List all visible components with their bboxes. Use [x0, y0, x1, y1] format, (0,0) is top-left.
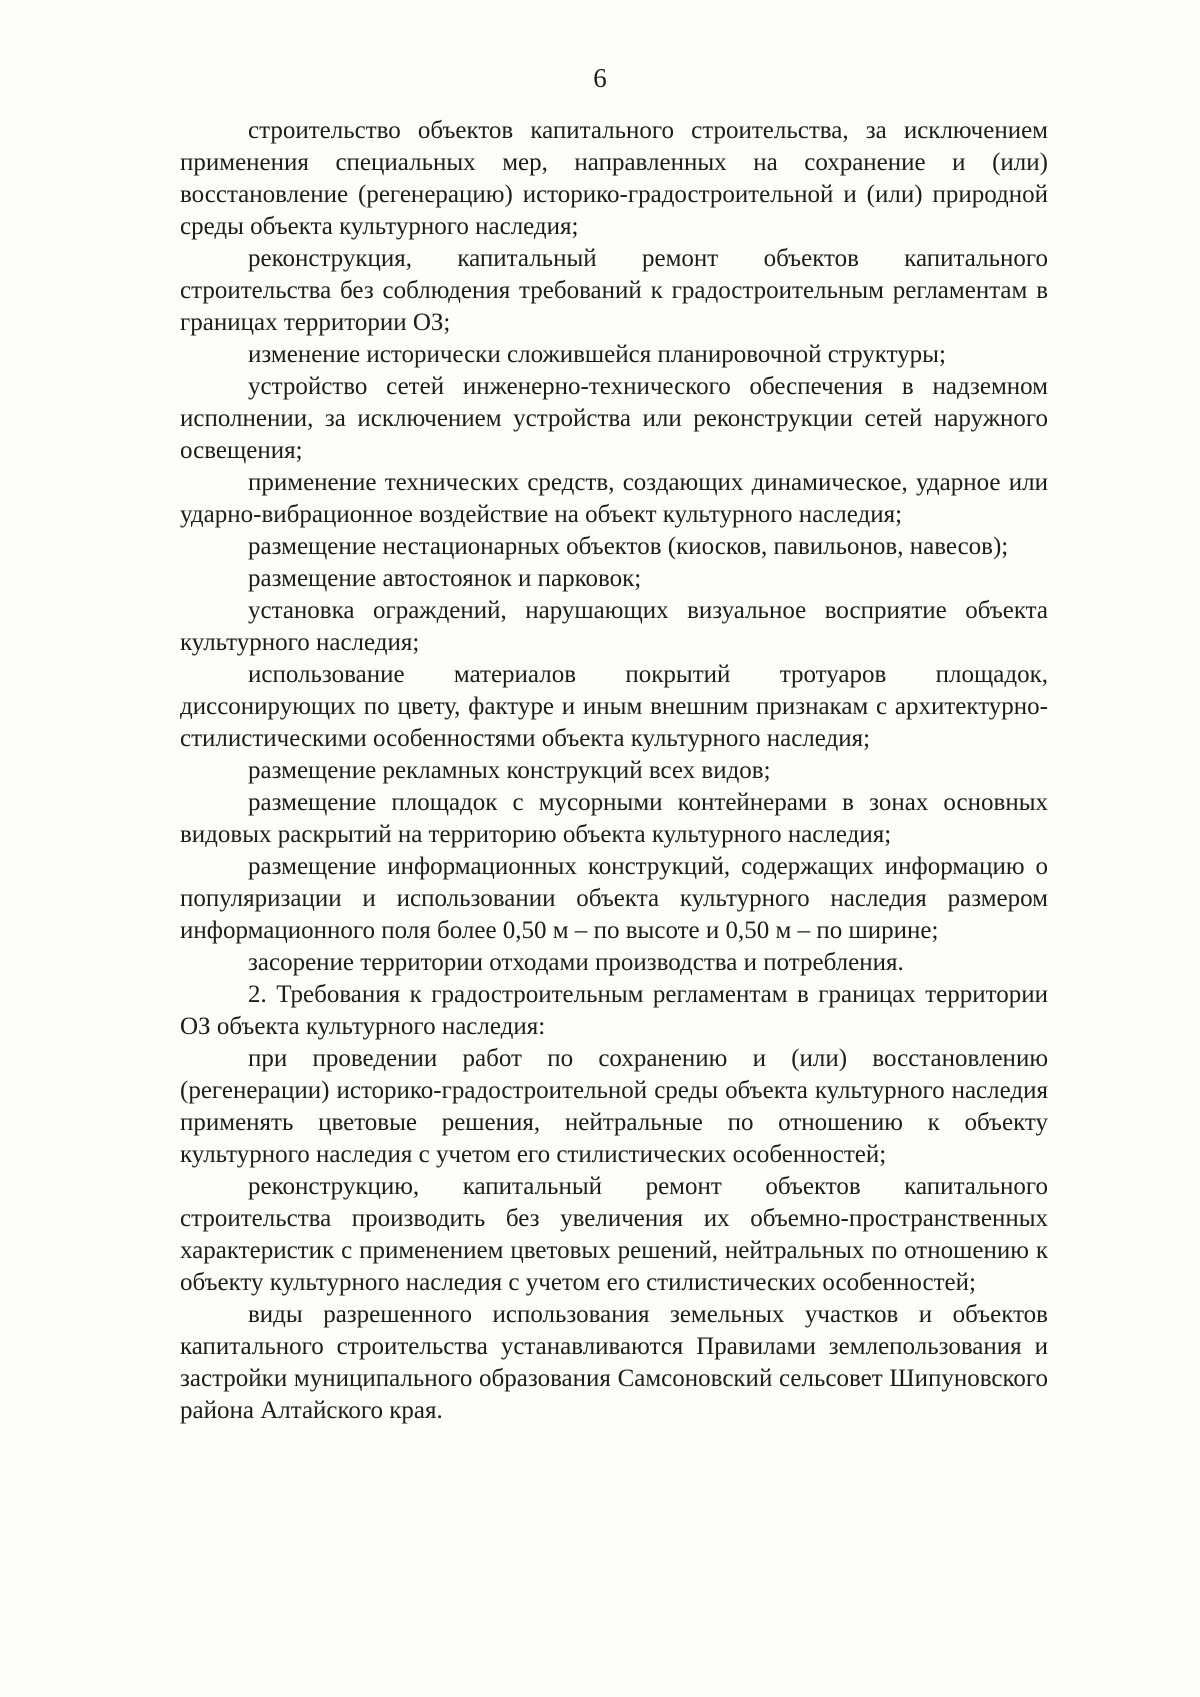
paragraph: размещение автостоянок и парковок;: [248, 565, 642, 592]
paragraph: изменение исторически сложившейся планировочной структуры;: [248, 341, 946, 368]
paragraph: размещение рекламных конструкций всех видов;: [248, 757, 771, 784]
paragraph: устройство сетей инженерно-технического обеспечения в надземном исполнении, за исключением устройства или реконструкции сетей наружного освещения;: [180, 373, 1048, 464]
paragraph: при проведении работ по сохранению и (или) восстановлению (регенерации) историко-градостроительной среды объекта культурного наследия применять цветовые решения, нейтральные по отношению к объекту культурного наследия с учетом его стилистических особенностей;: [180, 1045, 1048, 1168]
paragraph: реконструкция, капитальный ремонт объектов капитального строительства без соблюдения требований к градостроительным регламентам в границах территории ОЗ;: [180, 245, 1048, 336]
paragraph: применение технических средств, создающих динамическое, ударное или ударно-вибрационное воздействие на объект культурного наследия;: [180, 469, 1048, 528]
page-number: 6: [593, 63, 607, 93]
paragraph: виды разрешенного использования земельных участков и объектов капитального строительства устанавливаются Правилами землепользования и застройки муниципального образования Самсоновский сельсовет Шипуновского района Алтайского края.: [180, 1301, 1048, 1424]
paragraph: засорение территории отходами производства и потребления.: [248, 949, 904, 976]
paragraph: размещение площадок с мусорными контейнерами в зонах основных видовых раскрытий на территорию объекта культурного наследия;: [180, 789, 1048, 848]
paragraph: размещение нестационарных объектов (киосков, павильонов, навесов);: [248, 533, 1009, 560]
paragraph: строительство объектов капитального строительства, за исключением применения специальных мер, направленных на сохранение и (или) восстановление (регенерацию) историко-градостроительной и (или) природной среды объекта культурного наследия;: [180, 117, 1048, 240]
document-body: [180, 115, 1048, 1427]
paragraph: использование материалов покрытий тротуаров площадок, диссонирующих по цвету, фактуре и иным внешним признакам с архитектурно-стилистическими особенностями объекта культурного наследия;: [180, 661, 1048, 752]
paragraph: размещение информационных конструкций, содержащих информацию о популяризации и использовании объекта культурного наследия размером информационного поля более 0,50 м – по высоте и 0,50 м – по ширине;: [180, 853, 1048, 944]
paragraph: установка ограждений, нарушающих визуальное восприятие объекта культурного наследия;: [180, 597, 1048, 656]
section-heading-paragraph: 2. Требования к градостроительным регламентам в границах территории ОЗ объекта культурного наследия:: [180, 981, 1048, 1040]
paragraph: реконструкцию, капитальный ремонт объектов капитального строительства производить без увеличения их объемно-пространственных характеристик с применением цветовых решений, нейтральных по отношению к объекту культурного наследия с учетом его стилистических особенностей;: [180, 1173, 1048, 1296]
